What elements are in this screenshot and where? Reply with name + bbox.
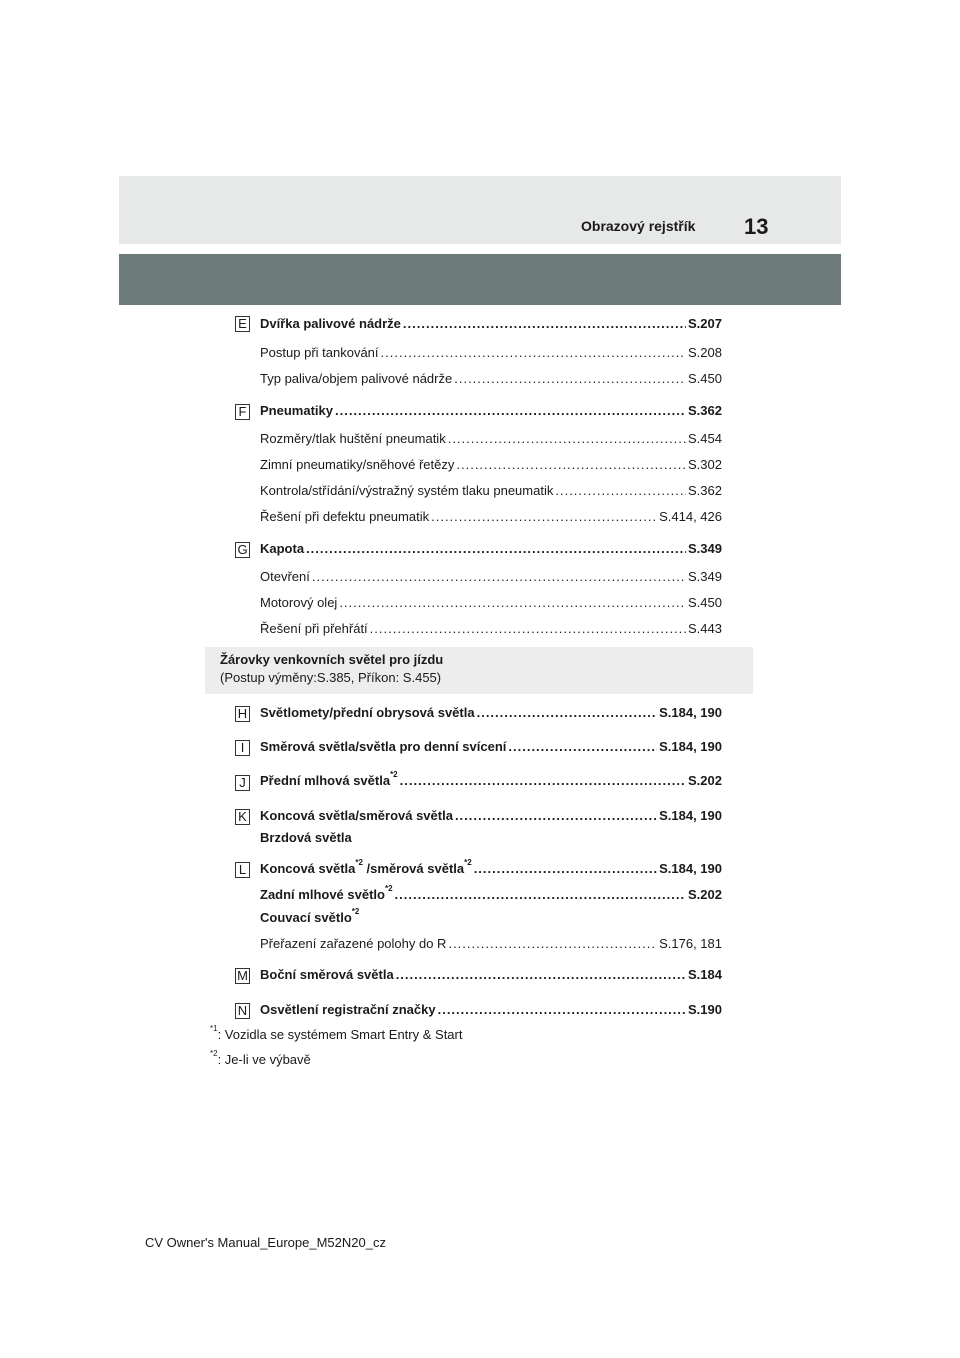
entry-label: Dvířka palivové nádrže — [260, 316, 401, 331]
footnote-2: $^{*2}$: Je-li ve výbavě — [210, 1049, 311, 1067]
manual-footer: CV Owner's Manual_Europe_M52N20_cz — [145, 1235, 386, 1250]
letter-h-badge: H — [235, 706, 250, 722]
bulb-info-title: Žárovky venkovních světel pro jízdu — [220, 652, 444, 667]
entry-page: S.207 — [688, 316, 722, 331]
entry-license-light[interactable]: Osvětlení registrační značky ..... S.190 — [260, 1002, 722, 1020]
entry-overheat[interactable]: Řešení při přehřátí ..... S.443 — [260, 621, 722, 639]
entry-hood[interactable]: Kapota ..... S.349 — [260, 541, 722, 559]
letter-k-badge: K — [235, 809, 250, 825]
entry-tail-lights[interactable]: Koncová světla/směrová světla ..... S.184, 190 — [260, 808, 722, 826]
letter-i-badge: I — [235, 740, 250, 756]
entry-fuel-door[interactable] — [260, 316, 722, 334]
entry-refueling[interactable]: Postup při tankování ..... S.208 — [260, 345, 722, 363]
entry-engine-oil[interactable]: Motorový olej ..... S.450 — [260, 595, 722, 613]
entry-tire-check[interactable]: Kontrola/střídání/výstražný systém tlaku pneumatik ..... S.362 — [260, 483, 722, 501]
entry-fuel-type[interactable]: Typ paliva/objem palivové nádrže ..... S.450 — [260, 371, 722, 389]
entry-winter-tires[interactable]: Zimní pneumatiky/sněhové řetězy ..... S.302 — [260, 457, 722, 475]
entry-shift-reverse[interactable]: Přeřazení zařazené polohy do R ..... S.176, 181 — [260, 936, 722, 954]
bulb-info-subtitle: (Postup výměny:S.385, Příkon: S.455) — [220, 670, 442, 685]
entry-hood-open[interactable]: Otevření ..... S.349 — [260, 569, 722, 587]
entry-tires[interactable]: Pneumatiky ..... S.362 — [260, 403, 722, 421]
entry-reverse-light[interactable]: Couvací světlo$^{*2}$ — [260, 907, 360, 925]
footnote-1: $^{*1}$: Vozidla se systémem Smart Entry & Start — [210, 1024, 463, 1042]
entry-headlights[interactable]: Světlomety/přední obrysová světla ..... S.184, 190 — [260, 705, 722, 723]
letter-f-badge: F — [235, 404, 250, 420]
letter-l-badge: L — [235, 862, 250, 878]
entry-tire-size[interactable]: Rozměry/tlak huštění pneumatik ..... S.454 — [260, 431, 722, 449]
page-number: 13 — [744, 214, 769, 239]
header-title: Obrazový rejstřík — [581, 218, 696, 234]
entry-rear-lights[interactable]: Koncová světla$^{*2}$ /směrová světla$^{*2}$ ..... S.184, 190 — [260, 861, 722, 879]
entry-flat-tire[interactable]: Řešení při defektu pneumatik ..... S.414, 426 — [260, 509, 722, 527]
letter-g-badge: G — [235, 542, 250, 558]
entry-front-fog[interactable]: Přední mlhová světla$^{*2}$ ..... S.202 — [260, 773, 722, 791]
letter-m-badge: M — [235, 968, 250, 984]
entry-side-turn[interactable]: Boční směrová světla ..... S.184 — [260, 967, 722, 985]
letter-e-badge: E — [235, 316, 250, 332]
letter-n-badge: N — [235, 1003, 250, 1019]
letter-j-badge: J — [235, 775, 250, 791]
entry-brake-lights[interactable]: Brzdová světla — [260, 830, 352, 845]
entry-turn-signals[interactable]: Směrová světla/světla pro denní svícení ..... S.184, 190 — [260, 739, 722, 757]
entry-rear-fog[interactable]: Zadní mlhové světlo$^{*2}$ ..... S.202 — [260, 887, 722, 905]
